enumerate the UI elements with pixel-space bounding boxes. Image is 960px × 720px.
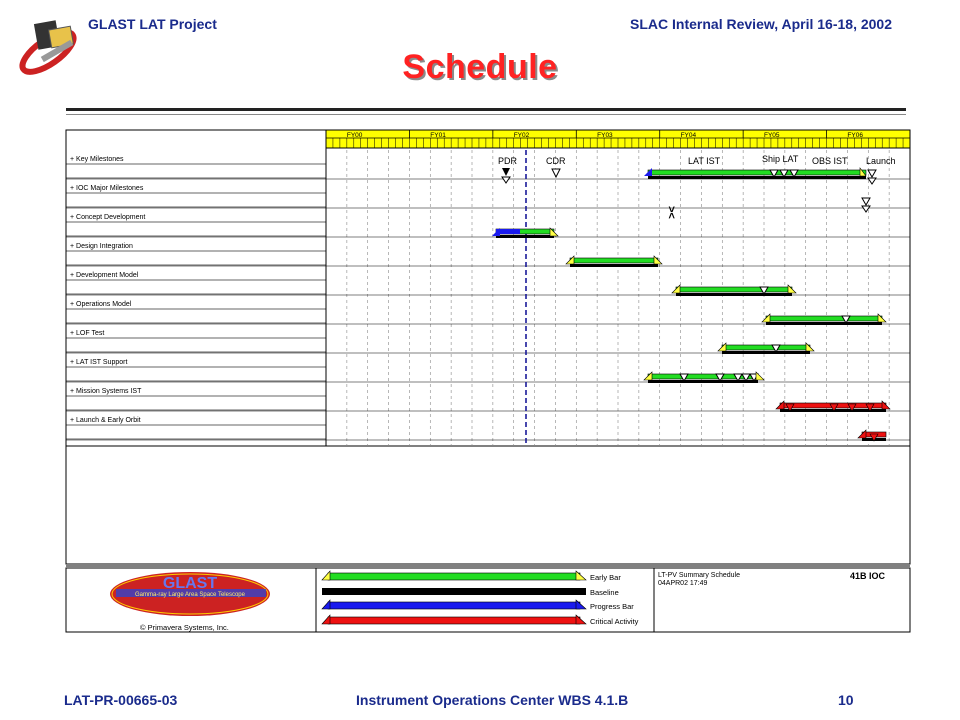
activity-row-label[interactable]: + Operations Model [70,301,132,308]
design-integration-baseline [570,264,658,267]
activity-row-label[interactable]: + IOC Major Milestones [70,185,144,192]
milestone-label-launch: Launch [866,156,896,166]
copyright-text: © Primavera Systems, Inc. [140,623,229,632]
page-number: 10 [838,692,854,708]
concept-dev-baseline [496,235,554,238]
summary-title: LT-PV Summary Schedule [658,572,740,579]
summary-date: 04APR02 17:49 [658,580,708,587]
ops-model-baseline [766,322,882,325]
key-milestones-early-bar [648,170,866,175]
activity-row-label[interactable]: + Key Milestones [70,156,124,163]
glast-logo-subtext: Gamma-ray Large Area Space Telescope [135,592,245,598]
fiscal-year-label: FY03 [597,132,613,139]
glast-logo-text: GLAST [162,575,218,592]
review-header: SLAC Internal Review, April 16-18, 2002 [630,16,892,32]
document-number: LAT-PR-00665-03 [64,692,178,708]
legend-baseline-bar [322,588,586,595]
milestone-label-ship-lat: Ship LAT [762,154,799,164]
legend-progress-bar [328,602,580,609]
activity-row-label[interactable]: + LOF Test [70,330,105,337]
wbs-code: 41B IOC [850,571,886,581]
activity-row-label[interactable]: + Design Integration [70,243,133,250]
fiscal-year-label: FY06 [847,132,863,139]
dev-model-early-bar [676,287,792,292]
dev-model-baseline [676,293,792,296]
activity-row-label[interactable]: + Launch & Early Orbit [70,417,141,424]
milestone-label-pdr: PDR [498,156,518,166]
lof-test-baseline [722,351,810,354]
legend-critical-bar [328,617,580,624]
design-integration-early-bar [570,258,658,263]
fiscal-year-label: FY01 [430,132,446,139]
fiscal-year-label: FY00 [346,132,363,139]
ops-model-early-bar [766,316,882,321]
milestone-label-cdr: CDR [546,156,566,166]
activity-row-label[interactable]: + Development Model [70,272,139,279]
activity-row-label[interactable]: + Mission Systems IST [70,388,142,395]
fiscal-year-label: FY04 [680,132,697,139]
fiscal-year-label: FY05 [764,132,780,139]
lof-test-early-bar [722,345,810,350]
lat-ist-baseline [648,380,758,383]
fiscal-year-label: FY02 [513,132,530,139]
activity-row-label[interactable]: + LAT IST Support [70,359,128,366]
milestone-label-lat-ist: LAT IST [688,156,721,166]
activity-row-label[interactable]: + Concept Development [70,214,146,221]
legend-label-baseline: Baseline [590,588,619,597]
page-title: Schedule [402,48,558,86]
milestone-label-obs-ist: OBS IST [812,156,848,166]
project-header: GLAST LAT Project [88,16,217,32]
legend-early-bar [328,573,580,580]
legend-label-critical: Critical Activity [590,617,639,626]
legend-label-early: Early Bar [590,573,621,582]
ioc-milestone-glyph: >< [665,206,677,219]
footer-center-title: Instrument Operations Center WBS 4.1.B [356,692,629,708]
legend-label-progress: Progress Bar [590,602,634,611]
key-milestones-baseline [648,176,866,179]
